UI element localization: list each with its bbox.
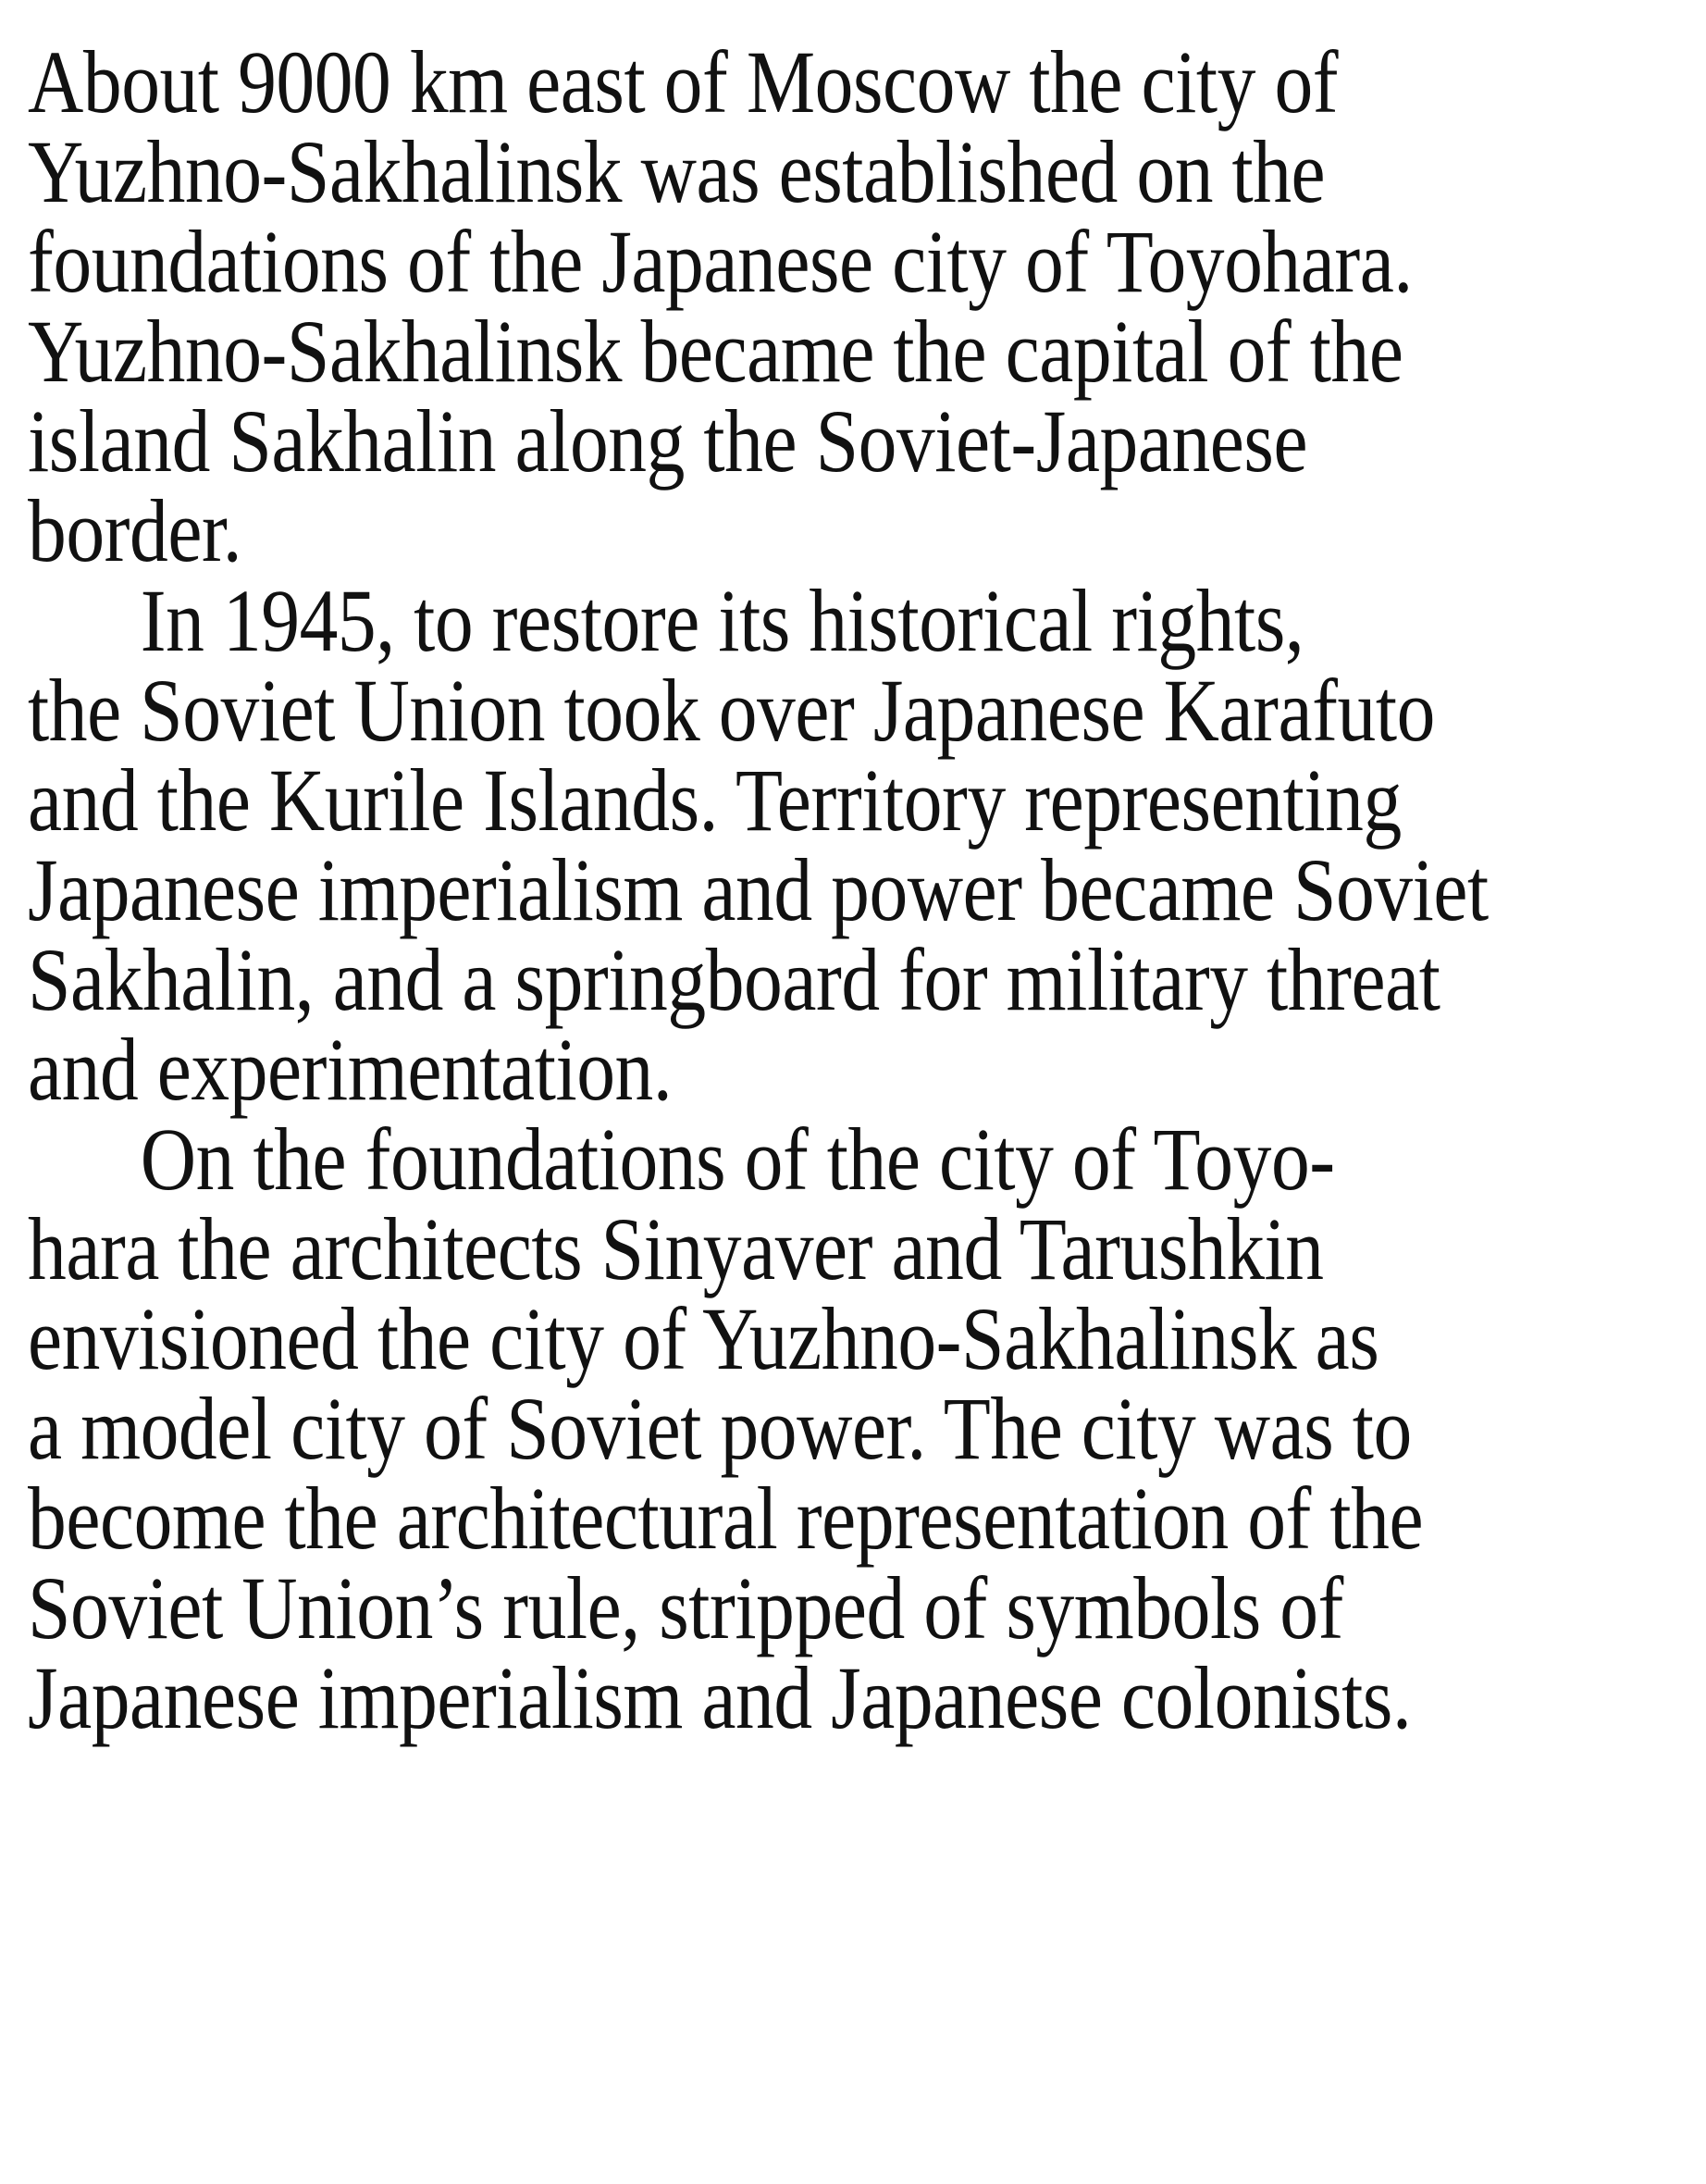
text-line: and the Kurile Islands. Territory representing	[28, 751, 1402, 850]
text-line-paragraph-start: On the foundations of the city of Toyo-	[140, 1110, 1335, 1209]
text-line: a model city of Soviet power. The city was to	[28, 1379, 1412, 1478]
text-line: the Soviet Union took over Japanese Karafuto	[28, 661, 1435, 760]
text-line: island Sakhalin along the Soviet-Japanese	[28, 391, 1308, 490]
text-line: hara the architects Sinyaver and Tarushkin	[28, 1199, 1324, 1298]
text-line: foundations of the Japanese city of Toyohara.	[28, 212, 1413, 311]
text-line: About 9000 km east of Moscow the city of	[28, 32, 1339, 131]
text-line: envisioned the city of Yuzhno-Sakhalinsk as	[28, 1289, 1379, 1388]
text-line: border.	[28, 481, 242, 580]
text-line: Japanese imperialism and Japanese colonists.	[28, 1648, 1412, 1747]
text-line: Japanese imperialism and power became Soviet	[28, 840, 1489, 939]
text-line: Sakhalin, and a springboard for military threat	[28, 930, 1440, 1029]
text-line: become the architectural representation of the	[28, 1469, 1424, 1568]
text-line: Yuzhno-Sakhalinsk was established on the	[28, 122, 1326, 221]
text-line: Yuzhno-Sakhalinsk became the capital of the	[28, 302, 1403, 401]
body-text	[28, 32, 1706, 1747]
text-line: and experimentation.	[28, 1020, 673, 1119]
text-line-paragraph-start: In 1945, to restore its historical rights,	[140, 571, 1304, 670]
text-line: Soviet Union’s rule, stripped of symbols of	[28, 1558, 1343, 1657]
